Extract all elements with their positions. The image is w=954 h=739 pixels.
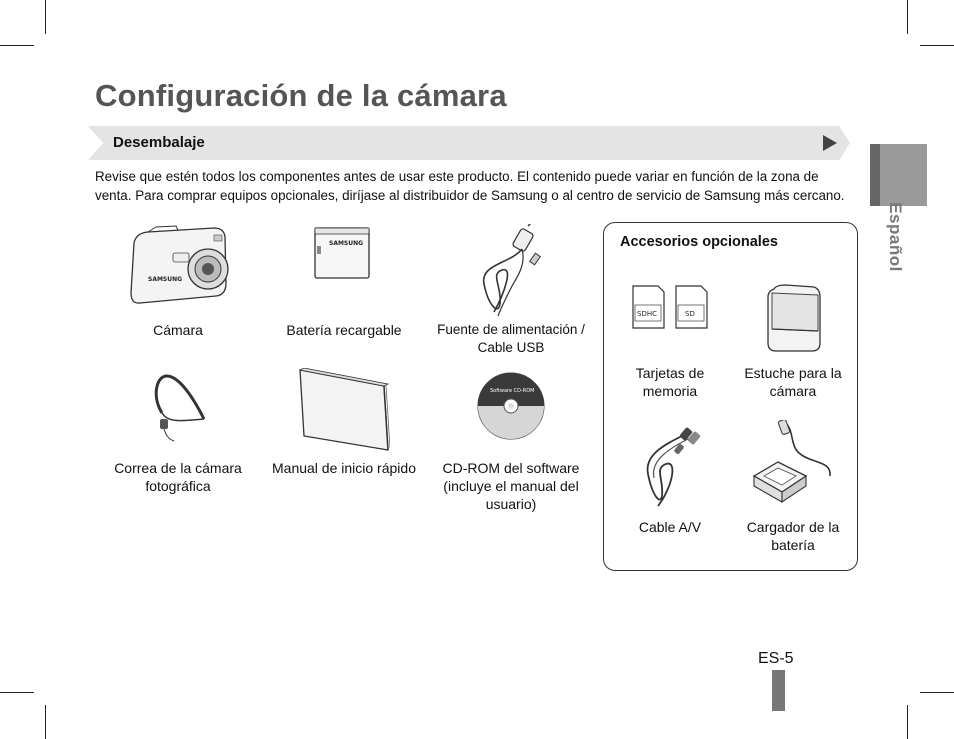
strap-label-line: fotográfica bbox=[145, 478, 211, 494]
memory-cards-label bbox=[620, 364, 720, 400]
power-adapter-label-line: Cable USB bbox=[477, 340, 545, 355]
cdrom-label-line: (incluye el manual del bbox=[443, 478, 579, 494]
strap-image bbox=[150, 373, 208, 443]
camera-case-label bbox=[738, 364, 848, 400]
memory-cards-label-line: Tarjetas de bbox=[635, 365, 705, 381]
cdrom-image bbox=[477, 372, 545, 440]
power-adapter-label-line: Fuente de alimentación / bbox=[437, 322, 585, 337]
av-cable-image bbox=[636, 424, 702, 508]
camera-label: Cámara bbox=[153, 322, 203, 338]
power-adapter-image bbox=[470, 224, 550, 319]
camera-icon bbox=[126, 225, 230, 307]
usb-cable-icon bbox=[470, 224, 550, 319]
cdrom-label-line: CD-ROM del software bbox=[442, 460, 580, 476]
crop-mark bbox=[907, 705, 908, 739]
av-cable-icon bbox=[636, 424, 702, 508]
battery-charger-icon bbox=[750, 420, 836, 506]
battery-charger-image bbox=[750, 420, 836, 506]
camera-case-icon bbox=[764, 283, 824, 353]
camera-image bbox=[126, 225, 230, 307]
cdrom-label bbox=[434, 459, 588, 513]
page-number: ES-5 bbox=[758, 650, 794, 667]
battery-charger-label-line: Cargador de la bbox=[746, 519, 840, 535]
manual-book-icon bbox=[298, 368, 390, 452]
crop-mark bbox=[920, 45, 954, 46]
battery-image bbox=[313, 226, 373, 282]
battery-charger-label-line: batería bbox=[771, 537, 815, 553]
crop-mark bbox=[45, 0, 46, 34]
section-title: Desembalaje bbox=[113, 134, 205, 151]
language-label: Español bbox=[886, 202, 905, 272]
crop-mark bbox=[920, 692, 954, 693]
cdrom-label-line: usuario) bbox=[485, 496, 537, 512]
memory-cards-label-line: memoria bbox=[642, 383, 698, 399]
play-arrow-icon bbox=[822, 134, 838, 152]
battery-icon bbox=[313, 226, 373, 282]
battery-label: Batería recargable bbox=[286, 322, 402, 338]
manual-image bbox=[298, 368, 390, 452]
battery-brand: SAMSUNG bbox=[329, 240, 364, 247]
strap-label-line: Correa de la cámara bbox=[114, 460, 242, 476]
crop-mark bbox=[907, 0, 908, 34]
battery-charger-label bbox=[738, 518, 848, 554]
sd-card-text: SD bbox=[685, 310, 695, 318]
page-number-bar bbox=[772, 670, 785, 711]
crop-mark bbox=[45, 705, 46, 739]
camera-case-label-line: Estuche para la bbox=[744, 365, 842, 381]
strap-icon bbox=[150, 373, 208, 443]
cd-icon bbox=[477, 372, 545, 440]
av-cable-label: Cable A/V bbox=[638, 519, 702, 535]
crop-mark bbox=[0, 45, 34, 46]
camera-case-image bbox=[764, 283, 824, 353]
crop-mark bbox=[0, 692, 34, 693]
memory-card-icon bbox=[630, 283, 714, 331]
cd-label-text: Software CD-ROM bbox=[490, 388, 535, 394]
power-adapter-label bbox=[432, 321, 590, 357]
strap-label bbox=[106, 459, 250, 495]
page-title: Configuración de la cámara bbox=[95, 78, 507, 113]
sdhc-card-text: SDHC bbox=[637, 310, 657, 318]
memory-cards-image bbox=[630, 283, 714, 331]
optional-accessories-title: Accesorios opcionales bbox=[620, 234, 778, 250]
intro-paragraph: Revise que estén todos los componentes antes de usar este producto. El contenido puede variar en función de la zona de venta. Para comprar equipos opcionales, diríjase al distribuidor de Samsung o al centro de servicio de Samsung más cercano. bbox=[95, 169, 845, 203]
camera-case-label-line: cámara bbox=[769, 383, 817, 399]
camera-brand: SAMSUNG bbox=[148, 276, 183, 283]
manual-label: Manual de inicio rápido bbox=[272, 460, 416, 476]
